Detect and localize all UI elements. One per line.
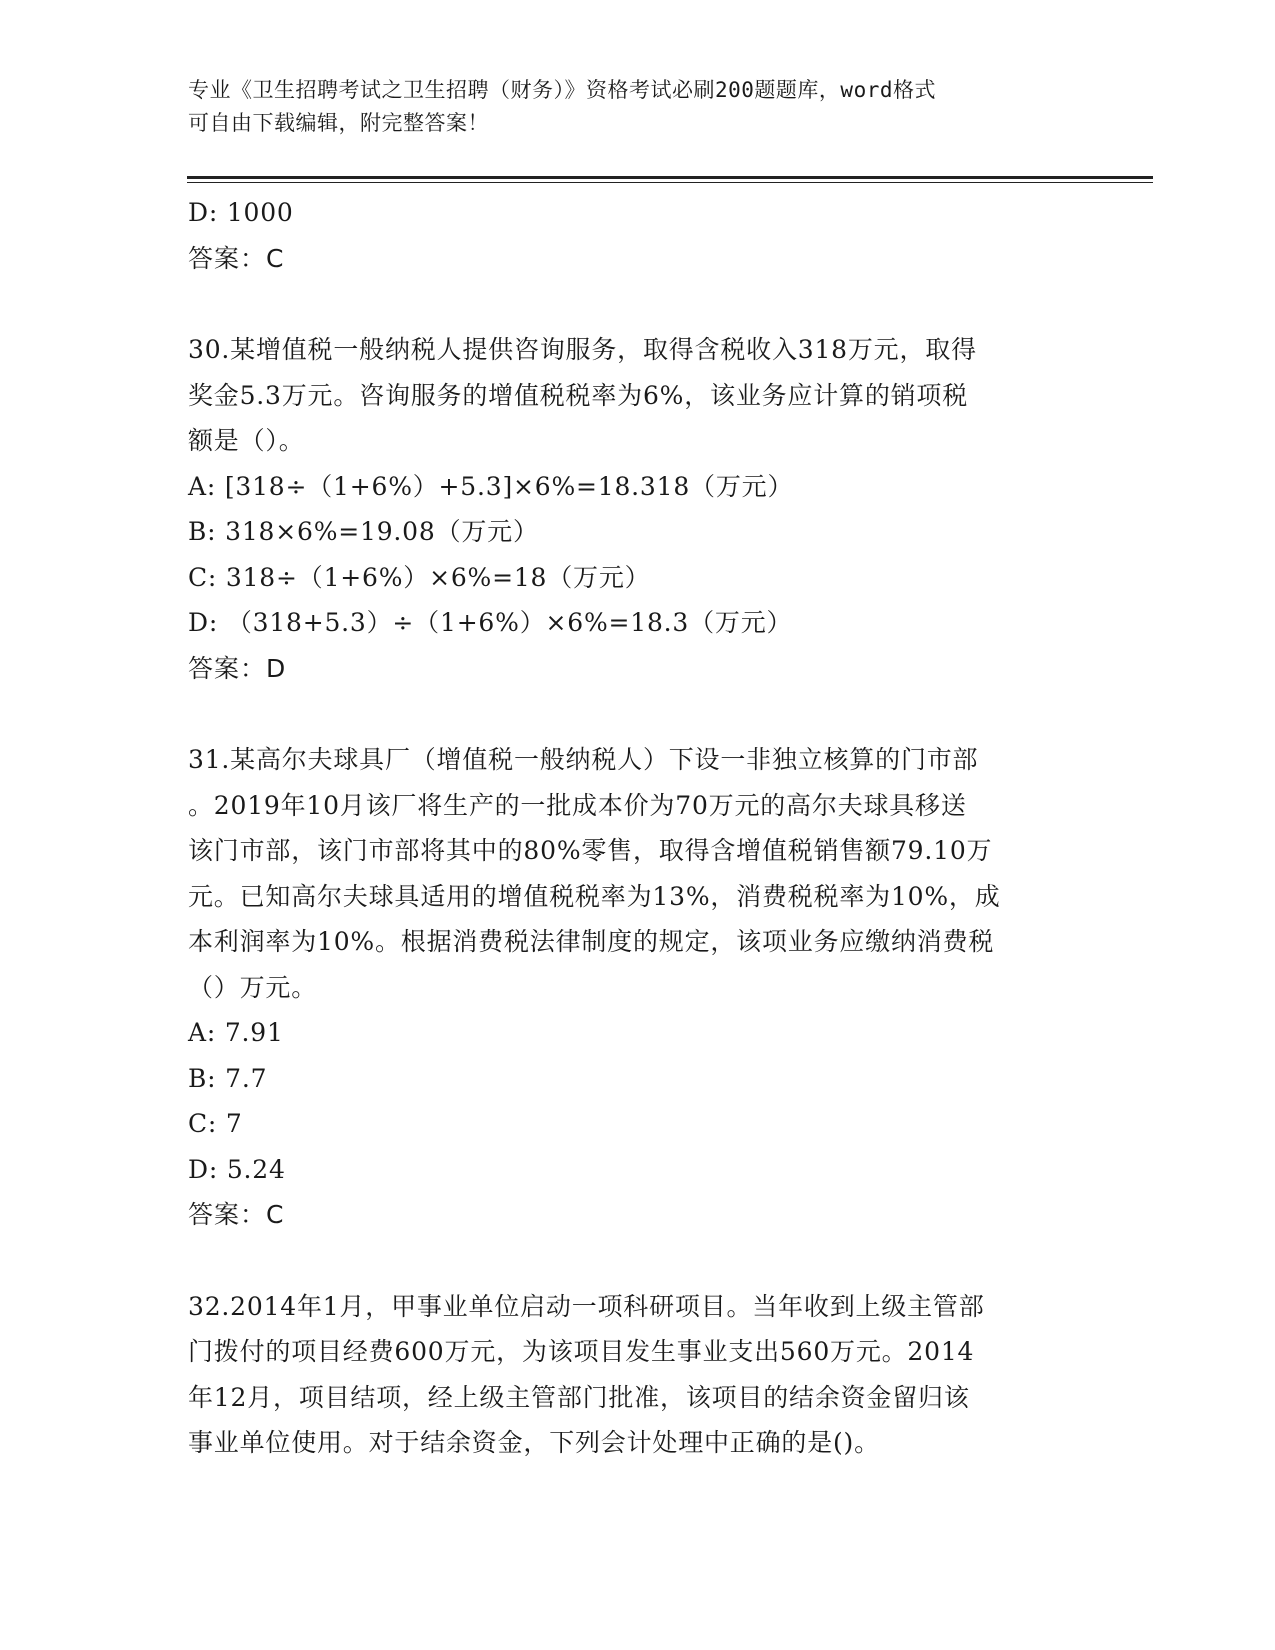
option-d: D: 1000 — [188, 198, 294, 227]
header-title-line-2: 可自由下载编辑，附完整答案！ — [188, 111, 489, 135]
question-text-line: 31.某高尔夫球具厂（增值税一般纳税人）下设一非独立核算的门市部 — [188, 745, 979, 774]
question-30 — [188, 327, 1088, 691]
option-b: B: 318×6%=19.08（万元） — [188, 517, 539, 546]
header-divider-thick — [187, 176, 1153, 179]
question-31 — [188, 737, 1088, 1238]
option-a: A: [318÷（1+6%）+5.3]×6%=18.318（万元） — [188, 471, 794, 501]
question-text-line: 奖金5.3万元。咨询服务的增值税税率为6%，该业务应计算的销项税 — [188, 380, 969, 410]
question-text-line: 30.某增值税一般纳税人提供咨询服务，取得含税收入318万元，取得 — [188, 335, 977, 364]
option-c: C: 7 — [188, 1109, 243, 1138]
spacer — [188, 1238, 1088, 1284]
question-text-line: 本利润率为10%。根据消费税法律制度的规定，该项业务应缴纳消费税 — [188, 927, 995, 956]
option-a: A: 7.91 — [188, 1018, 284, 1047]
question-text-line: 事业单位使用。对于结余资金，下列会计处理中正确的是()。 — [188, 1428, 880, 1457]
prev-question-tail — [188, 190, 1088, 281]
answer-line: 答案：C — [188, 1200, 285, 1229]
question-text-line: 年12月，项目结项，经上级主管部门批准，该项目的结余资金留归该 — [188, 1382, 970, 1412]
question-text-line: 32.2014年1月，甲事业单位启动一项科研项目。当年收到上级主管部 — [188, 1291, 985, 1321]
answer-line: 答案：C — [188, 243, 285, 273]
spacer — [188, 691, 1088, 737]
header-divider-thin — [187, 182, 1153, 183]
spacer — [188, 281, 1088, 327]
question-text-line: 该门市部，该门市部将其中的80%零售，取得含增值税销售额79.10万 — [188, 836, 993, 865]
question-text-line: 元。已知高尔夫球具适用的增值税税率为13%，消费税税率为10%，成 — [188, 881, 1001, 911]
document-body — [188, 190, 1088, 1466]
question-32 — [188, 1284, 1088, 1466]
document-header — [188, 74, 1088, 140]
question-text-line: 门拨付的项目经费600万元，为该项目发生事业支出560万元。2014 — [188, 1337, 975, 1366]
question-text-line: （）万元。 — [188, 972, 318, 1002]
option-c: C: 318÷（1+6%）×6%=18（万元） — [188, 562, 651, 592]
question-text-line: 额是（）。 — [188, 426, 305, 455]
option-b: B: 7.7 — [188, 1063, 268, 1093]
answer-line: 答案：D — [188, 653, 287, 683]
header-title-line-1: 专业《卫生招聘考试之卫生招聘（财务）》资格考试必刷200题题库，word格式 — [188, 78, 936, 102]
option-d: D: 5.24 — [188, 1154, 286, 1184]
option-d: D: （318+5.3）÷（1+6%）×6%=18.3（万元） — [188, 608, 793, 637]
question-text-line: 。2019年10月该厂将生产的一批成本价为70万元的高尔夫球具移送 — [188, 790, 967, 820]
